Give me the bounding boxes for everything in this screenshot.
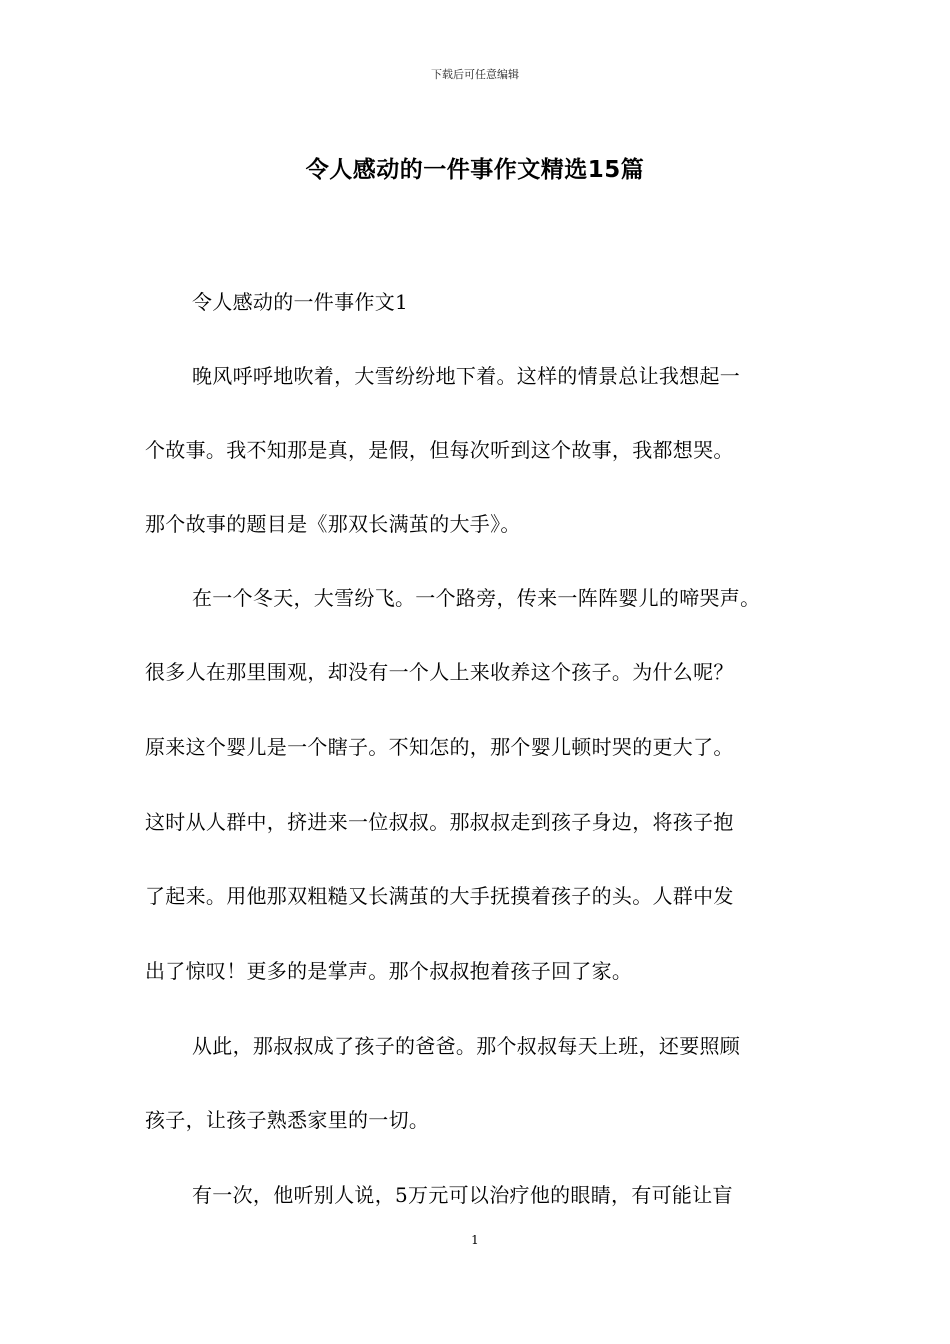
paragraph-line: 出了惊叹！更多的是掌声。那个叔叔抱着孩子回了家。: [145, 959, 633, 983]
header-note: 下载后可任意编辑: [431, 68, 519, 81]
paragraph-line: 有一次，他听别人说，5万元可以治疗他的眼睛，有可能让盲: [192, 1183, 733, 1207]
paragraph-line: 从此，那叔叔成了孩子的爸爸。那个叔叔每天上班，还要照顾: [192, 1034, 741, 1058]
paragraph-line: 个故事。我不知那是真，是假，但每次听到这个故事，我都想哭。: [145, 438, 734, 462]
paragraph-line: 很多人在那里围观，却没有一个人上来收养这个孩子。为什么呢？: [145, 660, 734, 684]
paragraph-line: 原来这个婴儿是一个瞎子。不知怎的，那个婴儿顿时哭的更大了。: [145, 735, 734, 759]
section-heading: 令人感动的一件事作文1: [192, 290, 409, 314]
paragraph-line: 在一个冬天，大雪纷飞。一个路旁，传来一阵阵婴儿的啼哭声。: [192, 586, 761, 610]
paragraph-line: 那个故事的题目是《那双长满茧的大手》。: [145, 512, 521, 536]
paragraph-line: 这时从人群中，挤进来一位叔叔。那叔叔走到孩子身边，将孩子抱: [145, 810, 734, 834]
page-number: 1: [471, 1233, 479, 1247]
paragraph-line: 晚风呼呼地吹着，大雪纷纷地下着。这样的情景总让我想起一: [192, 364, 741, 388]
paragraph-line: 了起来。用他那双粗糙又长满茧的大手抚摸着孩子的头。人群中发: [145, 884, 734, 908]
document-title: 令人感动的一件事作文精选15篇: [305, 157, 645, 183]
paragraph-line: 孩子，让孩子熟悉家里的一切。: [145, 1108, 430, 1132]
